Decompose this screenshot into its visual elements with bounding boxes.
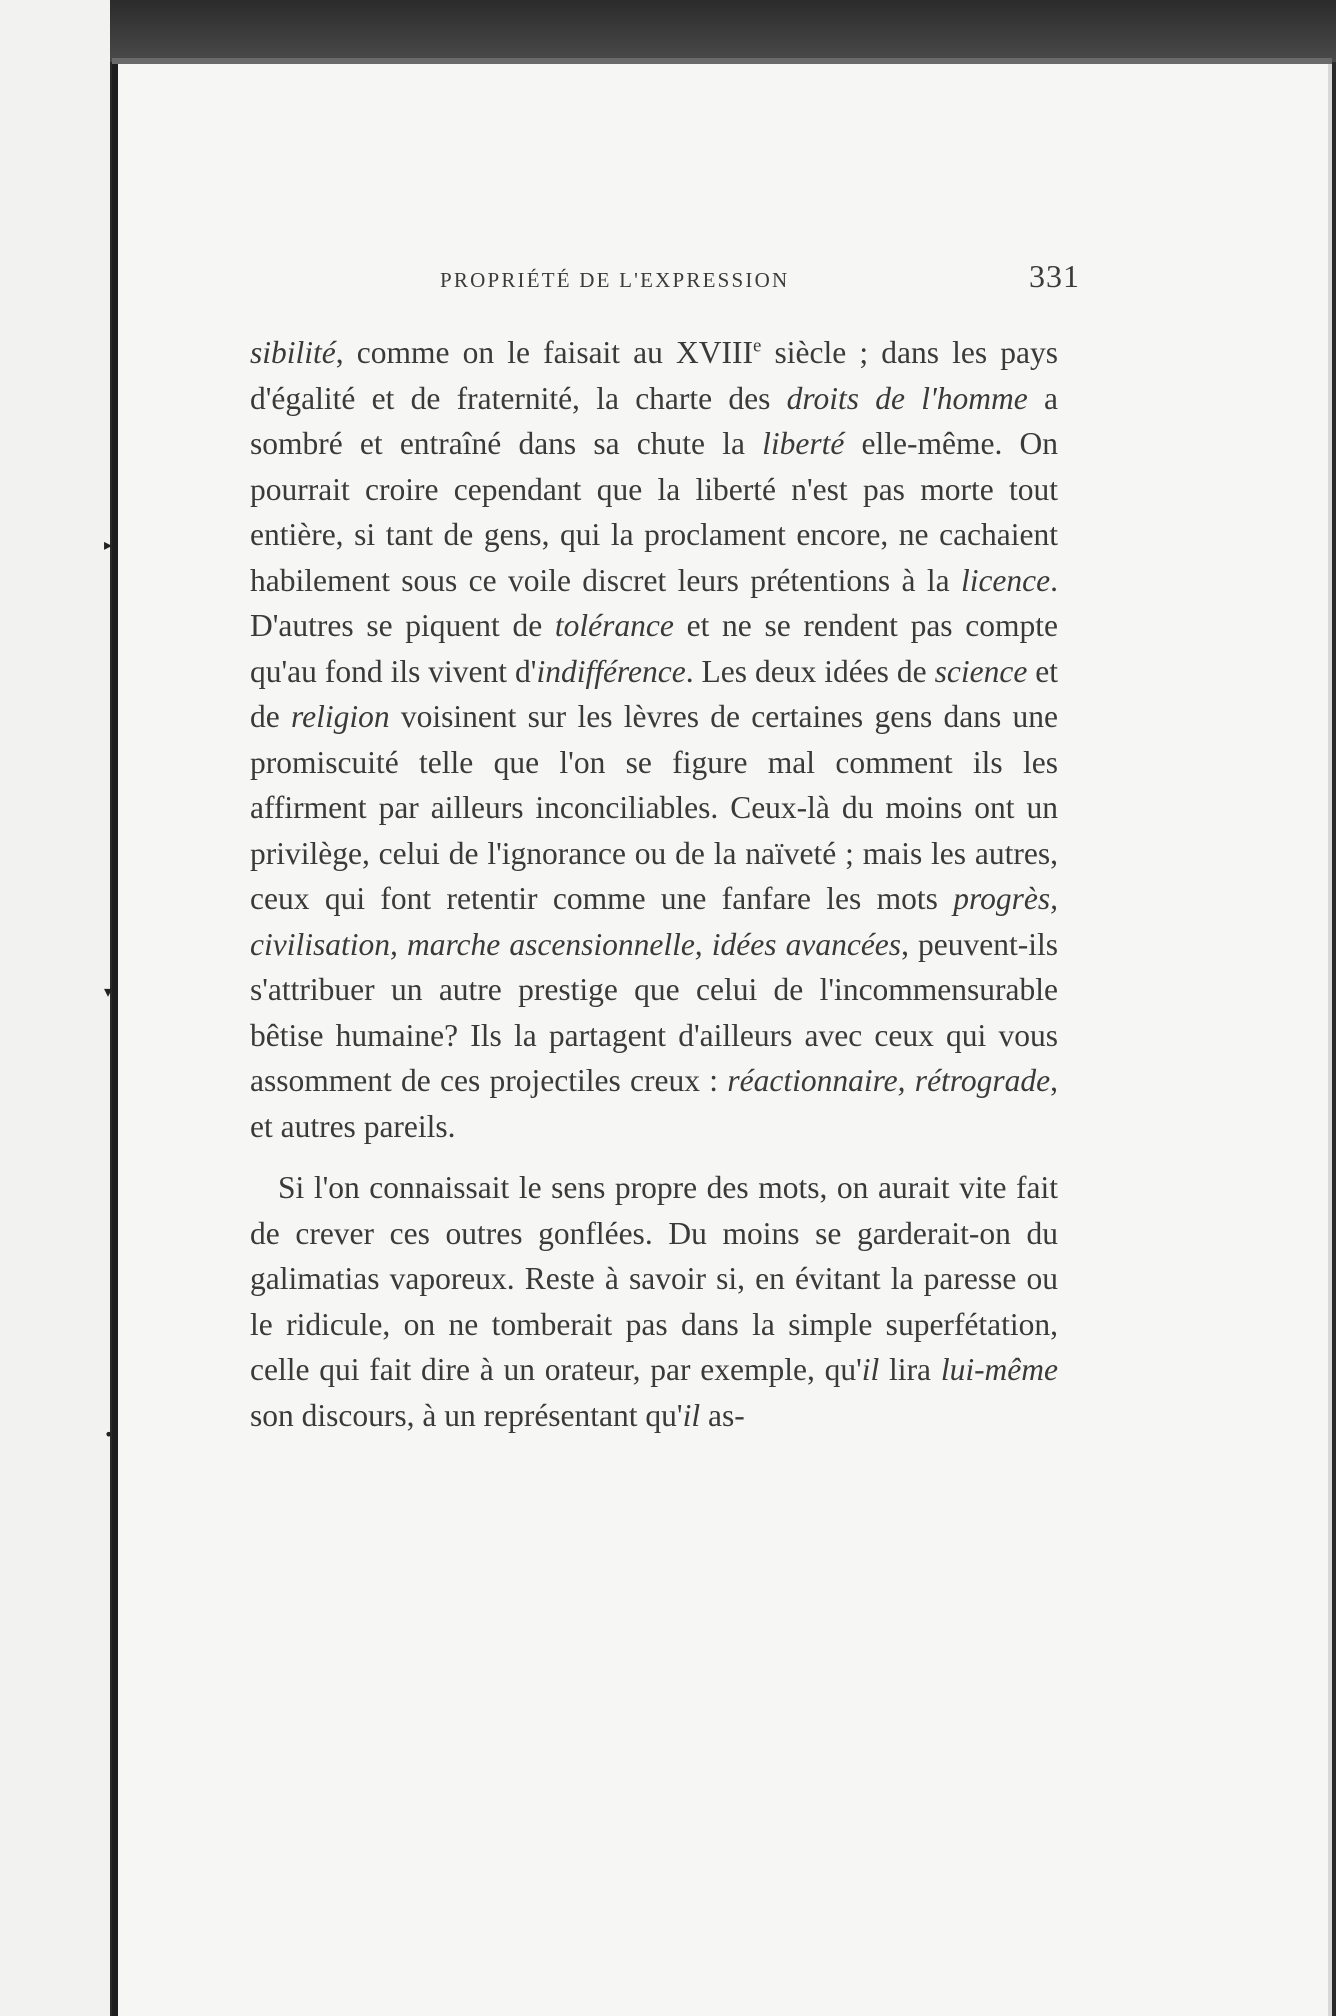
spine-binding-mark-icon: • — [104, 1425, 114, 1444]
text-run: voisinent sur les lèvres de certaines gens dans une promiscuité telle que l'on se figure mal comment ils les affirment par ailleurs inconciliables. Ceux-là du moins ont un privilège, celui de l'ignorance ou de la naïveté ; mais les autres, ceux qui font retentir comme une fanfare les mots — [250, 699, 1058, 916]
text-run: et de — [250, 653, 1058, 734]
running-header — [440, 258, 1080, 298]
italic-term: il — [861, 1352, 880, 1387]
italic-term: progrès, civilisation, marche ascensionnelle, idées avancées — [250, 881, 1058, 962]
text-run: , et autres pareils. — [250, 1063, 1059, 1144]
text-run: as- — [700, 1397, 745, 1433]
scan-background-top — [0, 0, 1336, 62]
italic-term: religion — [291, 699, 390, 734]
italic-term: indifférence — [536, 653, 686, 689]
page-number: 331 — [1029, 258, 1080, 294]
italic-term: il — [682, 1397, 701, 1433]
text-run: . Les deux idées de — [685, 653, 935, 689]
text-run: elle-même. On pourrait croire cependant que la liberté n'est pas morte tout entière, si tant de gens, qui la proclament encore, ne cachaient habilement sous ce voile discret leurs prétentions à la — [250, 426, 1059, 598]
superscript: e — [753, 335, 762, 357]
scan-background-left — [0, 0, 110, 2016]
text-run: et ne se rendent pas compte qu'au fond ils vivent d' — [250, 608, 1058, 689]
paragraph — [250, 1165, 1058, 1438]
italic-term: licence — [960, 562, 1051, 598]
paragraph — [250, 330, 1058, 1149]
text-run: , peuvent-ils s'attribuer un autre prestige que celui de l'incommensurable bêtise humaine? Ils la partagent d'ailleurs avec ceux qui vous assomment de ces projectiles creux : — [250, 926, 1059, 1098]
italic-term: sibilité — [250, 335, 336, 370]
italic-term: réactionnaire, rétrograde — [727, 1063, 1051, 1098]
text-run: a sombré et entraîné dans sa chute la — [250, 380, 1058, 461]
italic-term: liberté — [762, 426, 845, 461]
text-run: son discours, à un représentant qu' — [250, 1397, 683, 1433]
italic-term: droits de l'homme — [786, 380, 1028, 416]
text-run: siècle ; dans les pays d'égalité et de fraternité, la charte des — [250, 335, 1058, 416]
spine-binding-mark-icon: ▾ — [104, 982, 113, 1001]
italic-term: science — [934, 653, 1028, 689]
text-run: , comme on le faisait au XVIII — [335, 335, 754, 370]
italic-term: lui-même — [940, 1352, 1059, 1387]
spine-binding-mark-icon: ▸ — [104, 535, 113, 554]
text-run: . D'autres se piquent de — [250, 562, 1058, 643]
text-run: Si l'on connaissait le sens propre des mots, on aurait vite fait de crever ces outres gonflées. Du moins se garderait-on du galimatias vaporeux. Reste à savoir si, en évitant la paresse ou le ridicule, on ne tomberait pas dans la simple superfétation, celle qui fait dire à un orateur, par exemple, qu' — [250, 1170, 1058, 1387]
running-title: PROPRIÉTÉ DE L'EXPRESSION — [440, 268, 790, 292]
body-text — [250, 330, 1058, 1438]
text-run: lira — [879, 1352, 941, 1387]
italic-term: tolérance — [554, 608, 674, 643]
